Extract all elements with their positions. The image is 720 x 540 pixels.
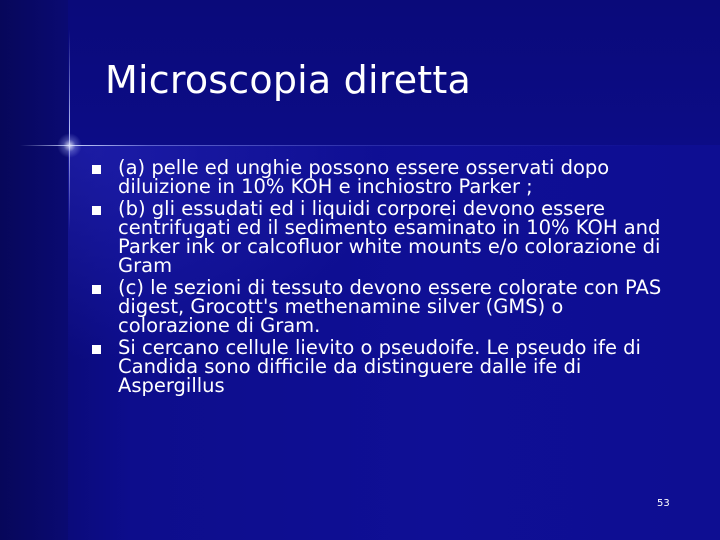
star-vertical-line — [69, 30, 70, 230]
bullet-text: Si cercano cellule lievito o pseudoife. Le pseudo ife di Candida sono difficile da distinguere dalle ife di Aspergillus — [118, 336, 641, 397]
slide-title: Microscopia diretta — [105, 58, 471, 102]
square-bullet-icon — [92, 206, 101, 215]
square-bullet-icon — [92, 165, 101, 174]
star-sparkle-icon — [57, 133, 82, 158]
bullet-item-b — [90, 199, 670, 275]
left-decorative-panel — [0, 0, 68, 540]
star-horizontal-line — [20, 145, 660, 146]
page-number: 53 — [657, 498, 670, 509]
bullet-text: (a) pelle ed unghie possono essere osservati dopo diluizione in 10% KOH e inchiostro Parker ; — [118, 156, 610, 198]
bullet-item-c — [90, 278, 670, 335]
bullet-item-a — [90, 158, 670, 196]
bullet-list — [90, 158, 670, 398]
square-bullet-icon — [92, 285, 101, 294]
square-bullet-icon — [92, 345, 101, 354]
bullet-text: (c) le sezioni di tessuto devono essere colorate con PAS digest, Grocott's methenamine silver (GMS) o colorazione di Gram. — [118, 276, 662, 337]
bullet-text: (b) gli essudati ed i liquidi corporei devono essere centrifugati ed il sedimento esaminato in 10% KOH and Parker ink or calcofluor white mounts e/o colorazione di Gram — [118, 197, 661, 277]
bullet-item-d — [90, 338, 670, 395]
